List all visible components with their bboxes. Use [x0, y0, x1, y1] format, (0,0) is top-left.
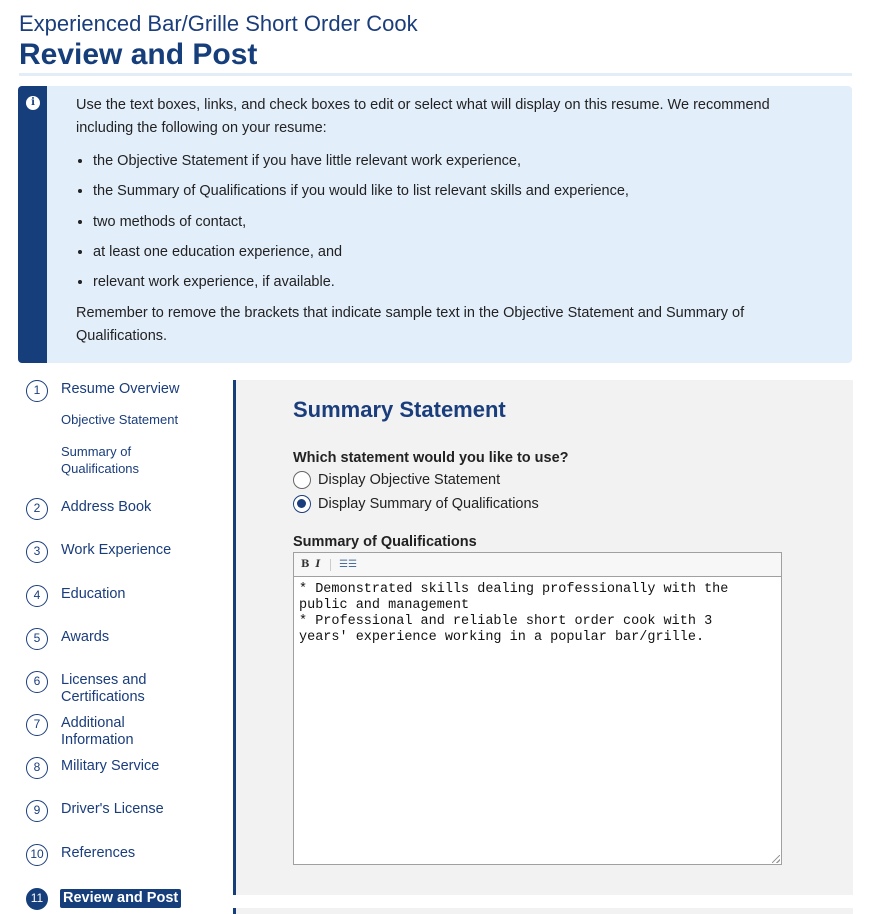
info-outro: Remember to remove the brackets that indicate sample text in the Objective Statement and Summary of Qualifications. — [76, 305, 745, 345]
option-label: Display Objective Statement — [318, 472, 501, 488]
step-education[interactable] — [26, 585, 126, 607]
step-label[interactable]: Work Experience — [61, 542, 172, 558]
step-label[interactable]: Military Service — [61, 758, 160, 774]
info-list-item: • the Summary of Qualifications if you would like to list relevant skills and experience, — [93, 180, 826, 203]
step-number: 6 — [26, 671, 48, 693]
step-number: 4 — [26, 585, 48, 607]
info-intro: Use the text boxes, links, and check boxes to edit or select what will display on this resume. We recommend including the following on your resume: — [76, 97, 770, 136]
radio-objective-statement[interactable] — [293, 471, 311, 489]
info-box — [18, 86, 852, 363]
job-title: Experienced Bar/Grille Short Order Cook — [19, 11, 418, 36]
option-summary-of-qualifications[interactable] — [293, 495, 539, 513]
step-label[interactable]: Resume Overview — [61, 381, 180, 397]
summary-textarea[interactable]: * Demonstrated skills dealing professionally with the public and management * Professional and reliable short order cook with 3 years' experience working in a popular bar/grille. — [299, 582, 729, 645]
step-additional-information[interactable] — [26, 714, 151, 749]
option-label: Display Summary of Qualifications — [318, 496, 539, 512]
step-label[interactable]: Education — [61, 586, 126, 602]
step-number: 3 — [26, 541, 48, 563]
step-label[interactable]: Additional Information — [61, 715, 134, 748]
info-icon: i — [26, 96, 40, 110]
step-resume-overview[interactable] — [26, 380, 179, 402]
step-licenses-and-certifications[interactable] — [26, 671, 161, 706]
substep-objective-statement[interactable]: Objective Statement — [61, 412, 179, 427]
step-number: 5 — [26, 628, 48, 650]
step-number: 10 — [26, 844, 48, 866]
section-heading: Summary Statement — [293, 397, 506, 422]
editor-toolbar — [294, 553, 781, 577]
bullet-list-icon[interactable]: ☰ — [339, 559, 348, 570]
bold-button[interactable]: B — [301, 559, 310, 570]
step-number: 8 — [26, 757, 48, 779]
step-label[interactable]: References — [61, 845, 136, 861]
info-bar — [18, 86, 47, 363]
step-label[interactable]: Driver's License — [61, 801, 164, 817]
step-label[interactable]: Address Book — [61, 499, 152, 515]
summary-statement-panel — [233, 380, 853, 895]
radio-summary-of-qualifications[interactable] — [293, 495, 311, 513]
option-objective-statement[interactable] — [293, 471, 500, 489]
substep-summary-of-qualifications[interactable]: Summary of Qualifications — [61, 444, 140, 476]
next-panel-edge — [233, 908, 853, 914]
info-text — [76, 94, 826, 348]
summary-field-label: Summary of Qualifications — [293, 534, 477, 550]
step-label[interactable]: Licenses and Certifications — [61, 672, 147, 705]
step-number: 9 — [26, 800, 48, 822]
italic-button[interactable]: I — [315, 559, 321, 570]
step-label[interactable]: Review and Post — [60, 889, 181, 908]
step-number: 7 — [26, 714, 48, 736]
step-number: 1 — [26, 380, 48, 402]
toolbar-divider — [330, 559, 331, 571]
step-number: 2 — [26, 498, 48, 520]
info-list-item: • two methods of contact, — [93, 211, 826, 234]
info-list-item: • relevant work experience, if available. — [93, 271, 826, 294]
step-label[interactable]: Awards — [61, 629, 110, 645]
title-divider — [19, 73, 852, 76]
step-review-and-post[interactable] — [26, 888, 181, 910]
step-references[interactable] — [26, 844, 135, 866]
step-awards[interactable] — [26, 628, 109, 650]
step-work-experience[interactable] — [26, 541, 171, 563]
step-address-book[interactable] — [26, 498, 151, 520]
info-list-item: • at least one education experience, and — [93, 241, 826, 264]
numbered-list-icon[interactable]: ☰ — [348, 559, 357, 570]
step-number: 11 — [26, 888, 48, 910]
step-military-service[interactable] — [26, 757, 159, 779]
info-list-item: • the Objective Statement if you have little relevant work experience, — [93, 150, 826, 173]
summary-editor[interactable] — [293, 552, 782, 865]
statement-question: Which statement would you like to use? — [293, 450, 569, 466]
info-list — [76, 150, 826, 294]
page-title: Review and Post — [19, 38, 258, 71]
resize-handle-icon[interactable] — [772, 855, 780, 863]
step-drivers-license[interactable] — [26, 800, 164, 822]
